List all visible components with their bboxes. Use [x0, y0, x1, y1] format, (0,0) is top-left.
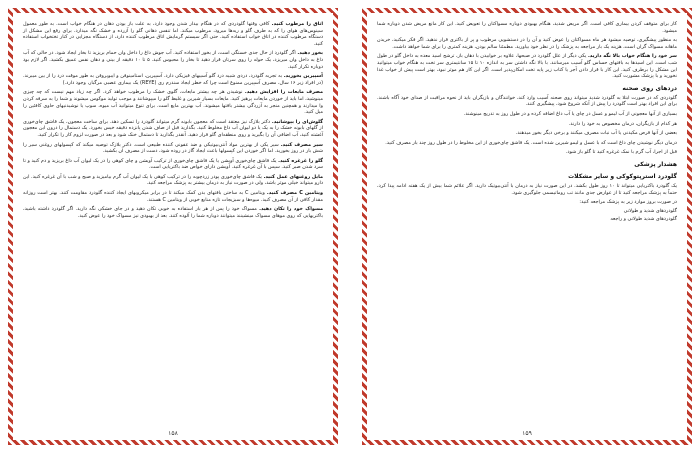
right-page-content: [377, 21, 677, 223]
paragraph-text: قبل از اجرا، آب گرم با نمک غرغره کنید تا گلو باز شود.: [565, 149, 677, 156]
list-item: گلودردهای شدید و طولانی: [623, 207, 677, 214]
section-paragraphs: [377, 95, 677, 156]
paragraph: [377, 95, 677, 108]
right-paragraphs: [377, 37, 677, 80]
paragraph-text: سیر یکی از بهترین مواد آنتی‌بیوتیکی و ضد عفونی کننده طبیعی است. دکتر بلازک توصیه میکند که کپسولهای روغنی سیر را شش بار در روز بخورید. اما اگر خوردن این کپسولها باعث ایجاد گاز در روده شود، دست از مصرف آن بکشید.: [23, 141, 323, 155]
paragraph: [377, 149, 677, 156]
paragraph-text: به تجربه گلودرد، دردی شبیه درد گلو آسیبهای فیزیکی دارد. آسپیرین، استامینوفن و ایبوپروفن به طور موقت درد را از بین میبرند. (در افراد زیر ۱۶ سال، مصرف آسپیرین ممنوع است چرا که خطر ایجاد سندرم ری (REYE) یک بیماری عصبی مرگبار، وجود دارد.): [23, 73, 323, 86]
paragraph-text: درمان دیگر نوشیدن چای داغ است که با عسل و لیمو شیرین شده است. یک قاشق چای‌خوری از این مخلوط را در طول روز چند بار مصرف کنید.: [385, 139, 677, 146]
paragraph: [377, 121, 677, 128]
list-item: گلودردهای شدید طولانی و راجعه: [610, 216, 677, 223]
paragraph-title: گلو را غرغره کنید.: [278, 157, 323, 164]
paragraph-text: دکتر بلازک نیز معتقد است که معجون بابونه گرم میتواند گلودرد را تسکین دهد. برای ساخت معجون، یک قاشق چای‌خوری از گلهای بابونه خشک را به یک یا دو لیوان آب داغ مخلوط کنید. بگذارید قبل از صاف شدن پانزده دقیقه خیس بخورد. یک دستمال را درون این معجون آغشته کنید، آب اضافی آن را بگیرید و روی منطقه‌ای گلو قرار دهید. آنقدر بگذارید تا دستمال خنک شود و بعد در صورت لزوم کار را تکرار کنید.: [23, 118, 323, 138]
paragraph: [377, 37, 677, 50]
left-page: [8, 8, 338, 445]
paragraph-text: هر کدام از بازیگران، درمان مخصوص به خود را دارند.: [568, 120, 677, 127]
paragraph: [377, 53, 677, 79]
paragraph: [23, 142, 323, 155]
paragraph-text: به منظور پیشگیری، توصیه میشود هر ماه مسواکتان را عوض کنید و آن را در دستشویی مرطوب و پر از باکتری قرار ندهید. اگر فکر میکنید، خریدن ماهانه مسواک گران است، هزینه یک بار مراجعه به پزشک را در نظر خود بیاورید. مطمئنا سالم بودن، هزینه کمتری را برای شما خواهد داشت.: [377, 37, 677, 50]
paragraph-title: سر خود را هنگام خواب بالا نگه دارید.: [587, 53, 677, 60]
paragraph-title: اتاق را مرطوب کنید.: [271, 21, 324, 27]
list-intro: در صورت بروز موارد زیر به پزشک مراجعه کنید:: [579, 199, 677, 206]
paragraph-title: مسواک خود را تکان دهید.: [259, 206, 323, 213]
paragraph: [23, 206, 323, 219]
paragraph-text: گلودردی که در صورت ابتلا به گلودرد شدید میتواند روی صحنه آسیب وارد کند، خوانندگان و بازیگران باید از نحوه مراقبت از صدای خود آگاه باشند. برای این افراد بهتر است گلودرد را پیش از آنکه شروع شود، پیشگیری کنند.: [377, 94, 677, 108]
summary-heading: هشدار پزشکی: [634, 160, 677, 168]
paragraph-title: ویتامین C مصرف کنید.: [266, 190, 324, 197]
paragraph-text: کافی وقتها گلودردی که در هنگام بیدار شدن وجود دارد، به علت باز بودن دهان در هنگام خواب است. به طور معمول سینوس‌های هوای را که به طرف گلو و ریه‌ها میرود، مرطوب میکند. اما تنفس دهانی گلو را آزرده و خشک نگه میدارد. برای رفع این مشکل از دستگاه مرطوب کننده در اتاق خواب استفاده کنید. حتی اگر سیستم گرمایش اتاق مرطوب کننده دارد، از دستگاه مجزایی در کنار تختخواب استفاده کنید.: [23, 21, 323, 47]
paragraph: [23, 190, 323, 203]
paragraph-text: یکی دیگر از علل گلودرد در صبحها، علاوه بر خوابیدن با دهان باز، ترشح اسید معده به داخل گلو در طول شب است. این اسیدها به بافتهای حساس گلو آسیب میرسانند. با بالا نگه داشتن سر به اندازه ۱۰ تا ۱۵ سانتیمتری سر تخت به هنگام خواب میتوانید این مشکل را برطرف کنید. این کار با قرار دادن آجر یا کتاب زیر پایه تخت امکان‌پذیر است. اگر این کار هم موثر نبود، بهتر است پیش از خواب غذا نخورید و با پزشک مشورت کنید.: [377, 53, 678, 80]
paragraph-title: آسپیرین بخورید.: [283, 73, 323, 80]
paragraph-title: مایل روغنهای عمل کنید.: [263, 173, 324, 180]
right-page: [362, 8, 692, 445]
warning-list: [377, 208, 677, 223]
right-page-number: ۱۵۹: [522, 430, 532, 437]
paragraph: [23, 50, 323, 70]
paragraph: [377, 130, 677, 137]
paragraph-text: بسیاری از آنها معجونی از آب لیمو و عسل در چای یا آب داغ اضافه کرده و در طول روز به تدریج مینوشند.: [463, 110, 677, 117]
left-page-content: [23, 21, 323, 219]
paragraph-title: سیر مصرف کنید.: [280, 141, 323, 148]
paragraph-text: اگر گلودرد از حال جدی خستگی است، از بخور استفاده کنید. آب جوش داغ را داخل وان حمام بریزید تا بخار ایجاد شود. در حالی که آب داغ به داخل وان میریزد، یک حوله را روی سرتان قرار دهید تا بخار را محبوس کنید. ۵ تا ۱۰ دقیقه از بینی و دهان نفس عمیق بکشید. اگر لازم بود دوباره تکرار کنید.: [23, 50, 323, 70]
left-page-number: ۱۵۸: [168, 430, 178, 437]
summary-paragraph: یک گلودرد باکتریایی میتواند تا ۱۰ روز طول بکشد. در این صورت نیاز به درمان با آنتی‌بیوتیک دارید. اگر علائم شما بیش از یک هفته ادامه پیدا کرد، حتماً به پزشک مراجعه کنید تا از عوارض جدی مانند تب روماتیسمی جلوگیری شود.: [377, 182, 677, 196]
paragraph-title: گلوش‌ای را بپوشانید.: [271, 118, 323, 125]
paragraph: [377, 111, 677, 118]
paragraph: [23, 119, 323, 139]
summary-subheading: گلودرد استرپتوکوکی و سایر مشکلات: [568, 172, 677, 180]
paragraph-text: بعضی از آنها قرص مکیدنی یا آب نبات مصرف میکنند و برخی دیگر بخور میدهند.: [515, 130, 677, 137]
paragraph: [23, 21, 323, 47]
paragraph: [23, 73, 323, 86]
paragraph-title: مصرف مایعات را افزایش دهید.: [244, 89, 323, 96]
paragraph-text: یک قاشق چای‌خوری آویشن یا یک قاشق چای‌خوری از ترکیب آویشن و چای کوهی را در یک لیوان آب داغ بریزید و دم کنید و تا سرد شدن صبر کنید. سپس با آن غرغره کنید. آویشن دارای خواص ضد باکتریایی است.: [23, 157, 323, 171]
paragraph: [377, 140, 677, 147]
paragraph: [23, 174, 323, 187]
paragraph: [23, 89, 323, 115]
section-heading: دردهای روی صحنه: [622, 84, 677, 92]
paragraph-text: مسواک خود را پس از هر بار استفاده به خوبی تکان دهید و در جای خشکی نگه دارید. اگر گلودرد داشته باشید، باکتریهایی که روی موهای مسواک مینشینند میتوانند دوباره شما را آلوده کنند. بعد از بهبودی نیز مسواک خود را عوض کنید.: [23, 206, 323, 219]
paragraph-title: بخور دهید.: [297, 50, 323, 57]
paragraph-text: یک قاشق چای‌خوری پودر زردچوبه را در ترکیب کوهی با یک لیوان آب گرم بیامیزید و صبح و شب با آن غرغره کنید. این دارو میتواند خیلی موثر باشد، ولی در صورت نیاز به درمان بیشتر به پزشک مراجعه کنید.: [23, 173, 323, 187]
paragraph: [23, 158, 323, 171]
paragraph-text: نوشیدن هر چه بیشتر مایعات، گلوی خشک را مرطوب خواهد کرد. اگر چه زیاد مهم نیست که چه چیزی مینوشید، اما باید از خوردن مایعات پرهیز کنید. مایعات بسیار شیرین و غلیظ گلو را میپوشانند و موجب تولید موکوس میشوند و شما را به سرفه کردن وا میدارند و همچنین منجر به آزردگی بیشتر بافتها میشوند. آب بهترین مایع است. برای تنوع میتوانید آب میوه، سوپ یا نوشیدنیهای حاوی کافئین را میل کنید.: [23, 89, 323, 116]
right-intro: کار برای متوقف کردن بیماری کافی است. اگر مریض شدید، هنگام بهبودی دوباره مسواکتان را تعویض کنید. این کار مانع مریض شدن دوباره شما میشود.: [377, 21, 677, 34]
paragraph-text: ویتامین C به ساختن بافتهای بدن کمک میکند تا در برابر میکروبهای ایجاد کننده گلودرد مقاومت کنند. بهتر است روزانه مقدار کافی از آن مصرف کنید. میوه‌ها و سبزیجات تازه منابع خوبی از ویتامین C هستند.: [23, 190, 323, 203]
